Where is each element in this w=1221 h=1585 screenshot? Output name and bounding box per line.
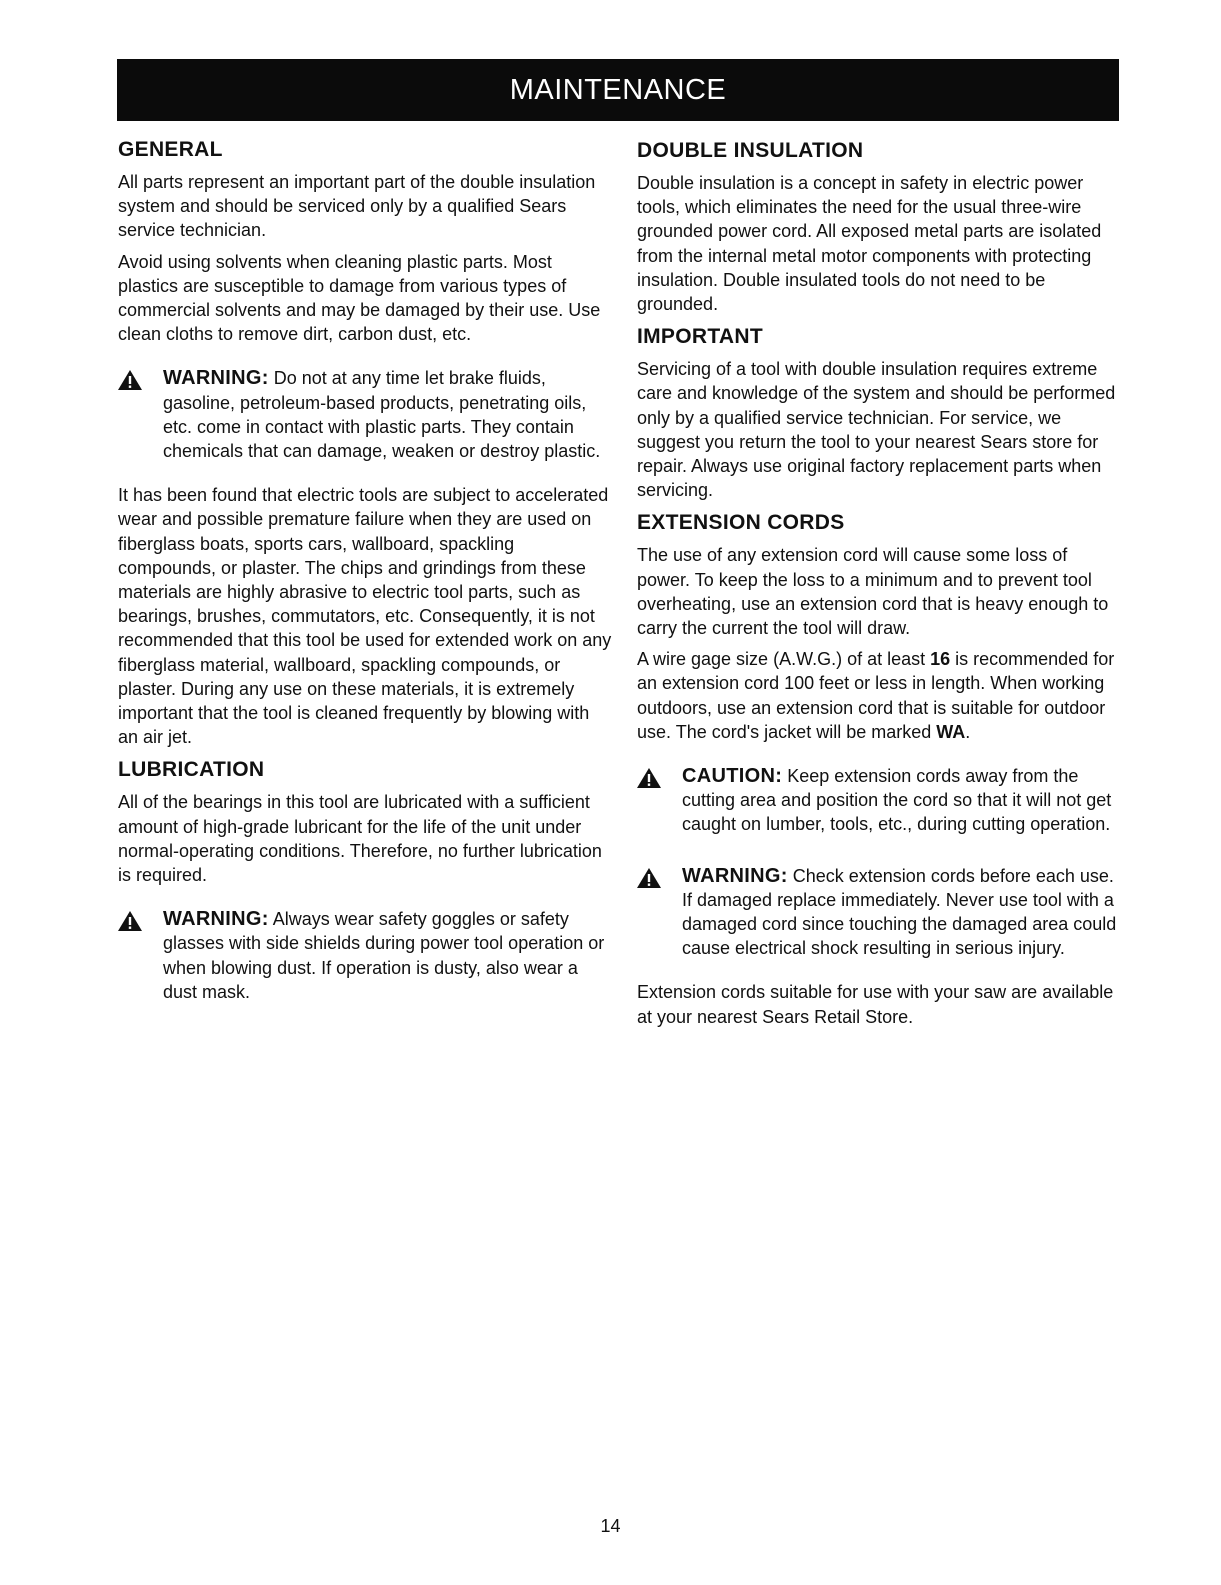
- caution-block: [637, 764, 1123, 837]
- section-banner: [117, 59, 1119, 121]
- general-heading: GENERAL: [118, 138, 223, 161]
- caution-text: Keep extension cords away from the cutting area and position the cord so that it will not get caught on lumber, tools, etc., during cutting operation.: [682, 766, 1112, 835]
- left-column: [118, 136, 612, 1004]
- extension-cords-paragraph-1: The use of any extension cord will cause some loss of power. To keep the loss to a minimum and to prevent tool overheating, use an extension cord that is heavy enough to carry the current the tool will draw.: [637, 545, 1109, 639]
- warning-block-plastics: [118, 366, 612, 463]
- warning-block-cords: [637, 864, 1123, 961]
- important-heading: IMPORTANT: [637, 325, 763, 349]
- closing-paragraph: Extension cords suitable for use with your saw are available at your nearest Sears Retail Store.: [637, 982, 1114, 1027]
- warning-triangle-icon: [637, 768, 661, 788]
- warning-text: Always wear safety goggles or safety glasses with side shields during power tool operation or when blowing dust. If operation is dusty, also wear a dust mask.: [163, 909, 605, 1002]
- warning-text: Check extension cords before each use. If damaged replace immediately. Never use tool with a damaged cord since touching the damaged area could cause electrical shock resulting in serious injury.: [682, 865, 1117, 959]
- caution-label: CAUTION:: [682, 765, 783, 788]
- warning-triangle-icon: [118, 370, 142, 390]
- gauge-value: 16: [930, 649, 951, 670]
- gauge-text-c: .: [965, 721, 971, 742]
- warning-text: Do not at any time let brake fluids, gasoline, petroleum-based products, penetrating oils, etc. come in contact with plastic parts. They contain chemicals that can damage, weaken or destroy plastic.: [163, 368, 601, 462]
- warning-triangle-icon: [637, 868, 661, 888]
- extension-cords-paragraph-2: [637, 647, 1123, 744]
- warning-label: WARNING:: [163, 908, 269, 931]
- lubrication-heading: LUBRICATION: [118, 758, 265, 782]
- general-paragraph-2: Avoid using solvents when cleaning plastic parts. Most plastics are susceptible to damage from various types of commercial solvents and may be damaged by their use. Use clean cloths to remove dirt, carbon dust, etc.: [118, 251, 601, 345]
- banner-title: MAINTENANCE: [509, 74, 727, 106]
- warning-label: WARNING:: [682, 864, 788, 887]
- gauge-text-a: A wire gage size (A.W.G.) of at least: [637, 649, 931, 670]
- extension-cords-heading: EXTENSION CORDS: [637, 511, 845, 535]
- lubrication-paragraph: All of the bearings in this tool are lubricated with a sufficient amount of high-grade lubricant for the life of the unit under normal-operating conditions. Therefore, no further lubrication is required.: [118, 792, 602, 886]
- page-number: 14: [600, 1516, 621, 1536]
- double-insulation-heading: DOUBLE INSULATION: [637, 139, 864, 162]
- warning-triangle-icon: [118, 911, 142, 931]
- jacket-marking: WA: [936, 721, 966, 742]
- warning-label: WARNING:: [163, 367, 269, 390]
- double-insulation-paragraph: Double insulation is a concept in safety in electric power tools, which eliminates the need for the usual three-wire grounded power cord. All exposed metal parts are isolated from the internal metal motor components with protecting insulation. Double insulated tools do not need to be grounded.: [637, 173, 1102, 315]
- warning-block-goggles: [118, 907, 612, 1004]
- general-paragraph-1: All parts represent an important part of the double insulation system and should be serviced only by a qualified Sears service technician.: [118, 172, 596, 241]
- gauge-text-b: is recommended for an extension cord 100 feet or less in length. When working outdoors, use an extension cord that is suitable for outdoor use. The cord's jacket will be marked: [637, 649, 1115, 742]
- right-column: [637, 137, 1123, 1029]
- fiberglass-paragraph: It has been found that electric tools are subject to accelerated wear and possible premature failure when they are used on fiberglass boats, sports cars, wallboard, spackling compounds, or plaster. The chips and grindings from these materials are highly abrasive to electric tool parts, such as bearings, brushes, commutators, etc. Consequently, it is not recommended that this tool be used for extended work on any fiberglass material, wallboard, spackling compounds, or plaster. During any use on these materials, it is extremely important that the tool is cleaned frequently by blowing with an air jet.: [118, 485, 612, 748]
- important-paragraph: Servicing of a tool with double insulation requires extreme care and knowledge of the system and should be performed only by a qualified service technician. For service, we suggest you return the tool to your nearest Sears store for repair. Always use original factory replacement parts when servicing.: [637, 359, 1116, 501]
